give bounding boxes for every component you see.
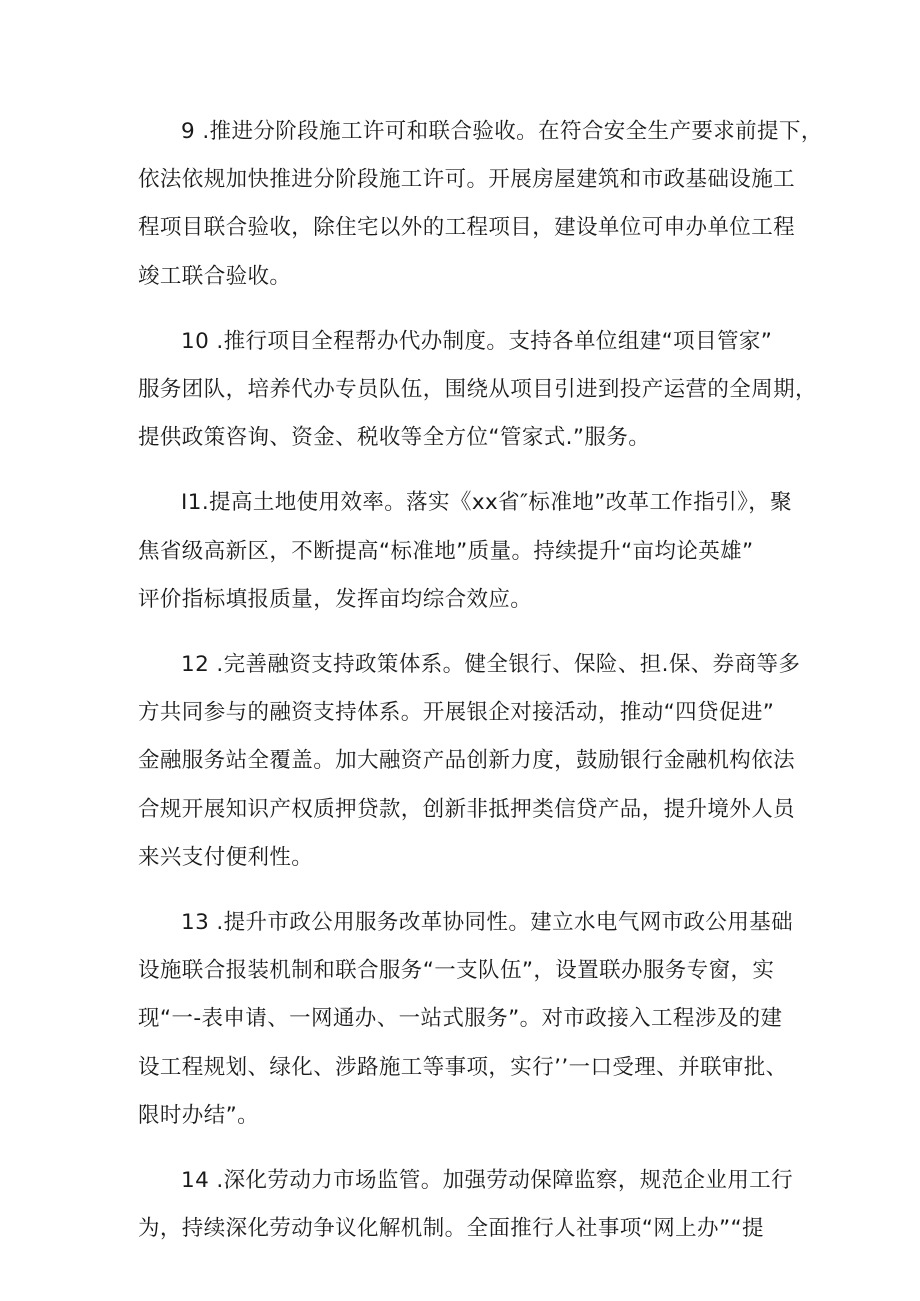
paragraph-line: 9 .推进分阶段施工许可和联合验收。在符合安全生产要求前提下， (181, 119, 823, 144)
paragraph-line: 13 .提升市政公用服务改革协同性。建立水电气网市政公用基础 (181, 910, 794, 936)
paragraph-line: 设工程规划、绿化、涉路施工等事项，实行’’一口受理、并联审批、 (138, 1054, 788, 1080)
paragraph-11 (138, 479, 798, 624)
paragraph-line: 服务团队，培养代办专员队伍，围绕从项目引进到投产运营的全周期， (138, 377, 817, 403)
paragraph-line: 竣工联合验收。 (138, 263, 292, 289)
paragraph-line: 14 .深化劳动力市场监管。加强劳动保障监察，规范企业用工行 (181, 1168, 794, 1194)
paragraph-12 (138, 641, 801, 882)
paragraph-line: 焦省级高新区，不断提高“标准地”质量。持续提升“亩均论英雄” (138, 538, 754, 564)
paragraph-10 (138, 318, 817, 463)
paragraph-line: 程项目联合验收，除住宅以外的工程项目，建设单位可申办单位工程 (138, 215, 796, 241)
paragraph-line: 提供政策咨询、资金、税收等全方位“管家式.”服务。 (138, 425, 651, 451)
paragraph-14 (138, 1157, 798, 1253)
paragraph-line: 限时办结”。 (138, 1102, 260, 1128)
paragraph-line: 12 .完善融资支持政策体系。健全银行、保险、担.保、券商等多 (181, 652, 801, 678)
paragraph-line: 现“一-表申请、一网通办、一站式服务”。对市政接入工程涉及的建 (138, 1006, 783, 1032)
paragraph-line: 评价指标填报质量，发挥亩均综合效应。 (138, 586, 533, 612)
document-body (138, 108, 823, 1270)
paragraph-line: 设施联合报装机制和联合服务“一支队伍”，设置联办服务专窗，实 (138, 958, 775, 984)
paragraph-line: 方共同参与的融资支持体系。开展银企对接活动，推动“四贷促进” (138, 700, 775, 726)
paragraph-line: I1.提高土地使用效率。落实《xx省″标准地”改革工作指引》，聚 (181, 490, 793, 516)
paragraph-9 (138, 108, 823, 301)
paragraph-line: 依法依规加快推进分阶段施工许可。开展房屋建筑和市政基础设施工 (138, 167, 796, 193)
paragraph-line: 金融服务站全覆盖。加大融资产品创新力度，鼓励银行金融机构依法 (138, 748, 796, 774)
paragraph-line: 合规开展知识产权质押贷款，创新非抵押类信贷产品，提升境外人员 (138, 796, 796, 822)
paragraph-line: 来兴支付便利性。 (138, 844, 314, 870)
paragraph-13 (138, 899, 798, 1140)
paragraph-line: 为，持续深化劳动争议化解机制。全面推行人社事项“网上办”“提 (138, 1216, 764, 1242)
paragraph-line: 10 .推行项目全程帮办代办制度。支持各单位组建“项目管家” (181, 328, 773, 354)
